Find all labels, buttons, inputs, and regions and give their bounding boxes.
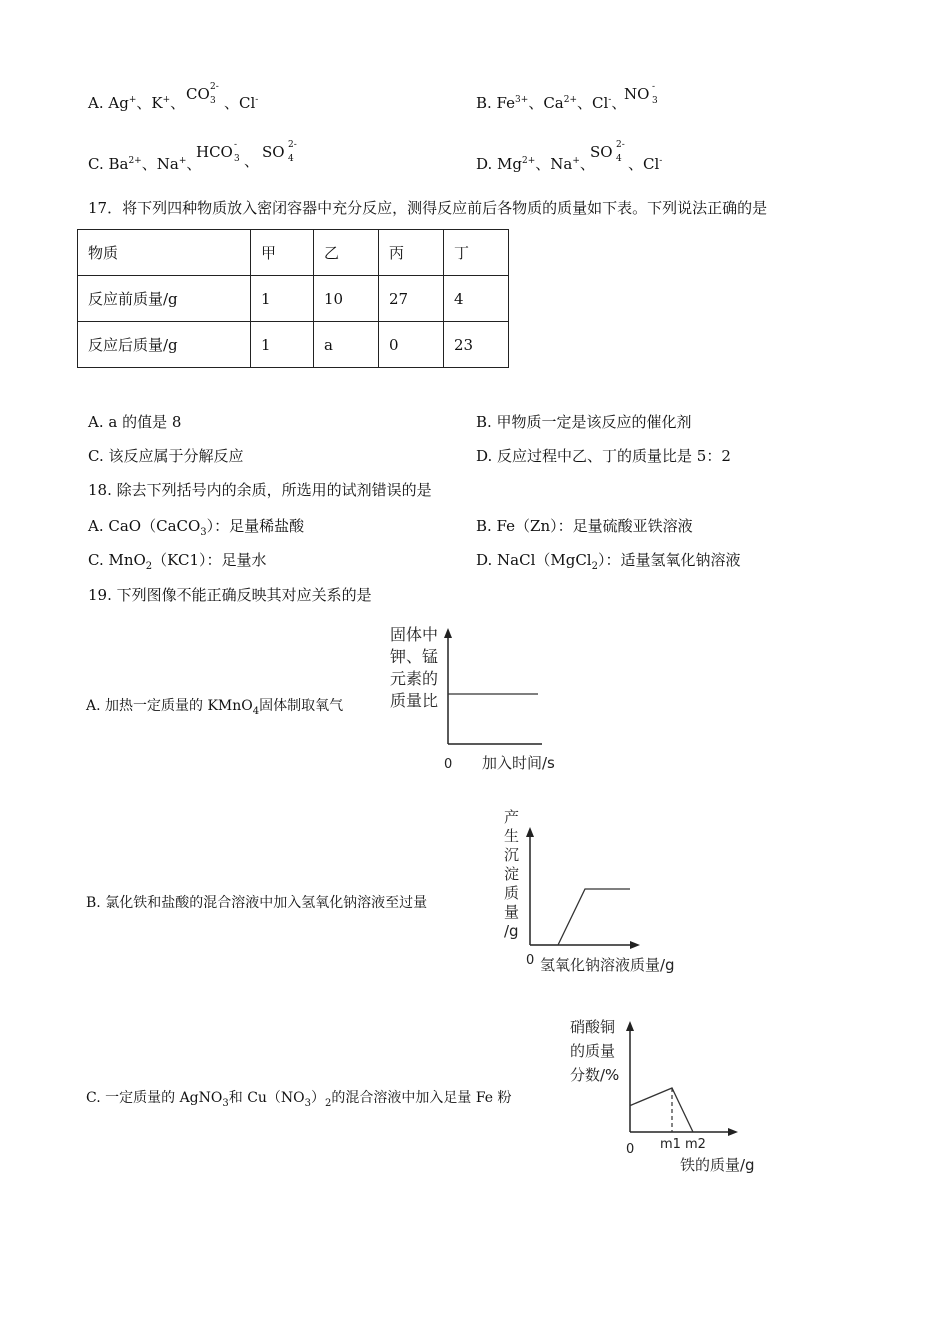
table-row — [78, 276, 509, 322]
chart-b-origin: 0 — [526, 953, 535, 968]
chart-a-y-arrow — [444, 628, 452, 638]
chart-b-y-arrow — [526, 827, 534, 837]
chart-b-series-line — [530, 889, 630, 945]
table-cell: a — [314, 322, 379, 368]
chart-ylabel-line: 淀 — [504, 865, 520, 883]
chart-c-tick-m1: m1 — [660, 1137, 681, 1152]
chart-ylabel-line: 分数/% — [570, 1066, 620, 1084]
q16-a-tail: 、Cl- — [224, 94, 259, 112]
chart-b-x-arrow — [630, 941, 640, 949]
chart-c-x-arrow — [728, 1128, 738, 1136]
chart-ylabel-line: 质 — [504, 884, 520, 902]
q16-c-hco3-charge: - — [234, 140, 238, 150]
chart-b-xlabel: 氢氧化钠溶液质量/g — [540, 956, 675, 974]
q16-c-sep: 、 — [244, 152, 260, 170]
table-header-cell: 物质 — [78, 230, 251, 276]
q16-d-so4: SO — [590, 143, 613, 161]
table-cell: 27 — [379, 276, 444, 322]
table-cell: 10 — [314, 276, 379, 322]
q19-option-c: C. 一定质量的 AgNO$_3$和 $Cu(NO_3)_2$的混合溶液中加入足量 Fe 粉 — [86, 1090, 512, 1109]
q18-option-d: D. NaCl（MgCl$_2$）：适量氢氧化钠溶液 — [476, 551, 741, 572]
chart-c-tick-m2: m2 — [685, 1137, 706, 1152]
chart-ylabel-line: 固体中 — [390, 625, 439, 644]
q17-option-d: D. 反应过程中乙、丁的质量比是 5：2 — [476, 447, 731, 465]
table-header-cell: 甲 — [251, 230, 314, 276]
table-cell: 1 — [251, 322, 314, 368]
chart-a-origin: 0 — [444, 757, 453, 772]
q18-stem: 18. 除去下列括号内的余质，所选用的试剂错误的是 — [88, 481, 432, 499]
chart-ylabel-line: 的质量 — [570, 1042, 616, 1060]
q16-c-so4: SO — [262, 143, 285, 161]
chart-c-origin: 0 — [626, 1142, 635, 1157]
table-cell: 0 — [379, 322, 444, 368]
q16-c-hco3-sub: 3 — [234, 154, 240, 164]
q18-option-a: A. CaO（CaCO$_3$）：足量稀盐酸 — [88, 517, 305, 538]
chart-b — [498, 802, 718, 978]
chart-ylabel-line: 硝酸铜 — [570, 1018, 616, 1036]
q16-option-d: D. $Mg^{2+}$、Na+、 — [476, 155, 595, 173]
chart-ylabel-line: 生 — [504, 827, 520, 845]
q17-option-a: A. a 的值是 8 — [88, 413, 182, 431]
q19-stem: 19. 下列图像不能正确反映其对应关系的是 — [88, 586, 372, 604]
q17-mass-table — [77, 229, 509, 368]
chart-ylabel-line: 元素的 — [390, 669, 439, 688]
chart-ylabel-line: 产 — [504, 808, 520, 826]
chart-c-ylabel — [570, 1018, 619, 1084]
table-row — [78, 230, 509, 276]
q19-option-b: B. 氯化铁和盐酸的混合溶液中加入氢氧化钠溶液至过量 — [86, 895, 428, 911]
q16-option-b: B. $Fe^{3+}$、$Ca^{2+}$、Cl-、 — [476, 94, 627, 112]
chart-a — [382, 622, 582, 778]
q16-d-so4-charge: 2- — [616, 140, 625, 150]
q18-option-c: C. MnO$_2$（KC1）：足量水 — [88, 551, 267, 572]
q16-c-so4-charge: 2- — [288, 140, 297, 150]
q17-option-b: B. 甲物质一定是该反应的催化剂 — [476, 413, 692, 431]
table-cell: 1 — [251, 276, 314, 322]
table-header-cell: 乙 — [314, 230, 379, 276]
chart-ylabel-line: /g — [504, 922, 519, 940]
q16-a-co3-sub: 3 — [210, 96, 216, 106]
q16-option-a: A. Ag+、K+、 — [88, 94, 186, 112]
q17-stem: 17．将下列四种物质放入密闭容器中充分反应，测得反应前后各物质的质量如下表。下列说法正确的是 — [88, 199, 768, 217]
chart-a-xlabel: 加入时间/s — [482, 754, 555, 772]
q17-option-c: C. 该反应属于分解反应 — [88, 447, 244, 465]
q16-d-tail: 、Cl- — [628, 155, 663, 173]
q18-option-b: B. Fe（Zn）：足量硫酸亚铁溶液 — [476, 517, 693, 535]
chart-c — [562, 1012, 772, 1178]
table-cell: 4 — [444, 276, 509, 322]
q16-option-c: C. $Ba^{2+}$、Na+、 — [88, 155, 202, 173]
chart-c-xlabel: 铁的质量/g — [680, 1156, 755, 1174]
chart-ylabel-line: 沉 — [504, 846, 520, 864]
chart-ylabel-line: 钾、锰 — [390, 647, 439, 666]
q16-b-no3-sub: 3 — [652, 96, 658, 106]
table-cell: 23 — [444, 322, 509, 368]
table-header-cell: 丙 — [379, 230, 444, 276]
table-cell: 反应后质量/g — [78, 322, 251, 368]
chart-c-series-line — [630, 1088, 693, 1132]
q16-b-no3: NO — [624, 85, 650, 103]
table-cell: 反应前质量/g — [78, 276, 251, 322]
table-header-cell: 丁 — [444, 230, 509, 276]
chart-c-y-arrow — [626, 1021, 634, 1031]
q16-c-hco3: HCO — [196, 143, 233, 161]
chart-a-ylabel — [390, 625, 438, 710]
q16-d-so4-sub: 4 — [616, 154, 622, 164]
chart-b-ylabel — [504, 808, 519, 940]
chart-ylabel-line: 质量比 — [390, 691, 439, 710]
chart-ylabel-line: 量 — [504, 903, 520, 921]
q16-b-no3-charge: - — [652, 82, 656, 92]
table-row — [78, 322, 509, 368]
q19-option-a: A. 加热一定质量的 KMnO$_4$固体制取氧气 — [86, 698, 344, 717]
q16-c-so4-sub: 4 — [288, 154, 294, 164]
q16-a-co3: CO — [186, 85, 210, 103]
q16-a-co3-charge: 2- — [210, 82, 219, 92]
